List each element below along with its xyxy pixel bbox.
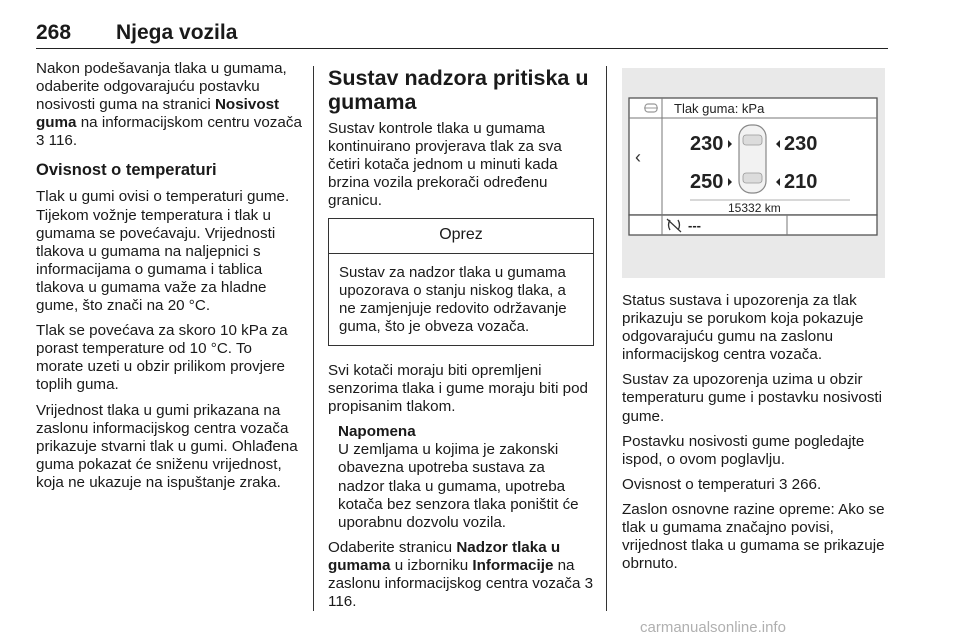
caution-text: Sustav za nadzor tlaka u gumama upozorava o stanju niskog tlaka, a ne zamjenjuje redovito održavanje guma, što je obveza vozača. — [339, 263, 567, 335]
display-illustration — [622, 68, 885, 278]
paragraph: Vrijednost tlaka u gumi prikazana na zaslonu informacijskog centra vozača prikazuje stvarni tlak u gumi. Ohlađena guma pokazat će sniženu vrijednost, koja ne ukazuje na ispuštanje zraka. — [36, 401, 298, 491]
paragraph: Postavku nosivosti gume pogledajte ispod, o ovom poglavlju. — [622, 432, 865, 468]
paragraph: Zaslon osnovne razine opreme: Ako se tlak u gumama značajno povisi, vrijednost tlaka u gumama se prikazuje obrnuto. — [622, 500, 885, 573]
tire-load-link: Nosivost guma — [36, 96, 280, 132]
caution-title: Oprez — [329, 219, 593, 253]
tire-pressure-display — [622, 68, 885, 278]
paragraph: Sustav za upozorenja uzima u obzir temperaturu gume i postavku nosivosti gume. — [622, 371, 883, 425]
note-text: U zemljama u kojima je zakonski obavezna upotreba sustava za nadzor tlaka u gumama, upotreba kotača bez senzora tlaka poništit će uporabnu dozvolu vozila. — [338, 441, 579, 531]
rear-right-pressure: 210 — [784, 171, 818, 193]
subheading-temperature: Ovisnost o temperaturi — [36, 161, 217, 180]
display-title: Tlak guma: kPa — [674, 101, 765, 116]
back-chevron-icon[interactable]: ‹ — [635, 147, 641, 167]
page-number: 268 — [36, 21, 72, 44]
paragraph: Odaberite stranicu Nadzor tlaka u gumama u izborniku Informacije na zaslonu informacijskog centra vozača 3 116. — [328, 538, 594, 611]
paragraph: Status sustava i upozorenja za tlak prikazuju se porukom koja pokazuje odgovarajuću gumu na zaslonu informacijskog centra vozača. — [622, 292, 864, 364]
section-heading: Sustav nadzora pritiska u gumama — [328, 66, 589, 114]
column-3 — [622, 292, 888, 580]
paragraph: Svi kotači moraju biti opremljeni senzorima tlaka i gume moraju biti pod propisanim tlakom. — [328, 361, 588, 416]
column-2 — [328, 66, 594, 618]
column-divider — [313, 66, 314, 611]
paragraph: Ovisnost o temperaturi 3 266. — [622, 475, 822, 493]
paragraph: Sustav kontrole tlaka u gumama kontinuirano provjerava tlak za sva četiri kotača jednom u minuti kada brzina vozila prekorači određenu granicu. — [328, 120, 562, 210]
page-reference[interactable]: 3 116. — [36, 132, 78, 150]
note-block — [338, 423, 594, 532]
rear-left-pressure: 250 — [690, 171, 724, 193]
paragraph: Tlak se povećava za skoro 10 kPa za porast temperature od 10 °C. To morate uzeti u obzir prilikom provjere toplih guma. — [36, 322, 288, 394]
column-1 — [36, 60, 302, 499]
paragraph: Tlak u gumi ovisi o temperaturi gume. Tijekom vožnje temperatura i tlak u gumama se povećavaju. Vrijednosti tlakova u gumama na naljepnici s informacijama o gumama i tablica tlakova u gumama važe za hladne gume, što znači na 20 °C. — [36, 188, 290, 315]
page-header — [36, 22, 888, 49]
chapter-title: Njega vozila — [116, 21, 238, 44]
intro-paragraph: Nakon podešavanja tlaka u gumama, odaberite odgovarajuću postavku nosivosti guma na stranici Nosivost guma na informacijskom centru vozača 3 116. — [36, 60, 302, 150]
status-value: --- — [688, 218, 701, 233]
odometer-reading: 15332 km — [728, 201, 781, 215]
caution-box — [328, 218, 594, 345]
page-reference[interactable]: 3 116. — [328, 574, 594, 611]
front-left-pressure: 230 — [690, 133, 724, 155]
car-top-view-icon — [739, 125, 766, 193]
note-title: Napomena — [338, 423, 416, 441]
front-right-pressure: 230 — [784, 133, 818, 155]
watermark: carmanualsonline.info — [640, 619, 786, 636]
column-divider — [606, 66, 607, 611]
